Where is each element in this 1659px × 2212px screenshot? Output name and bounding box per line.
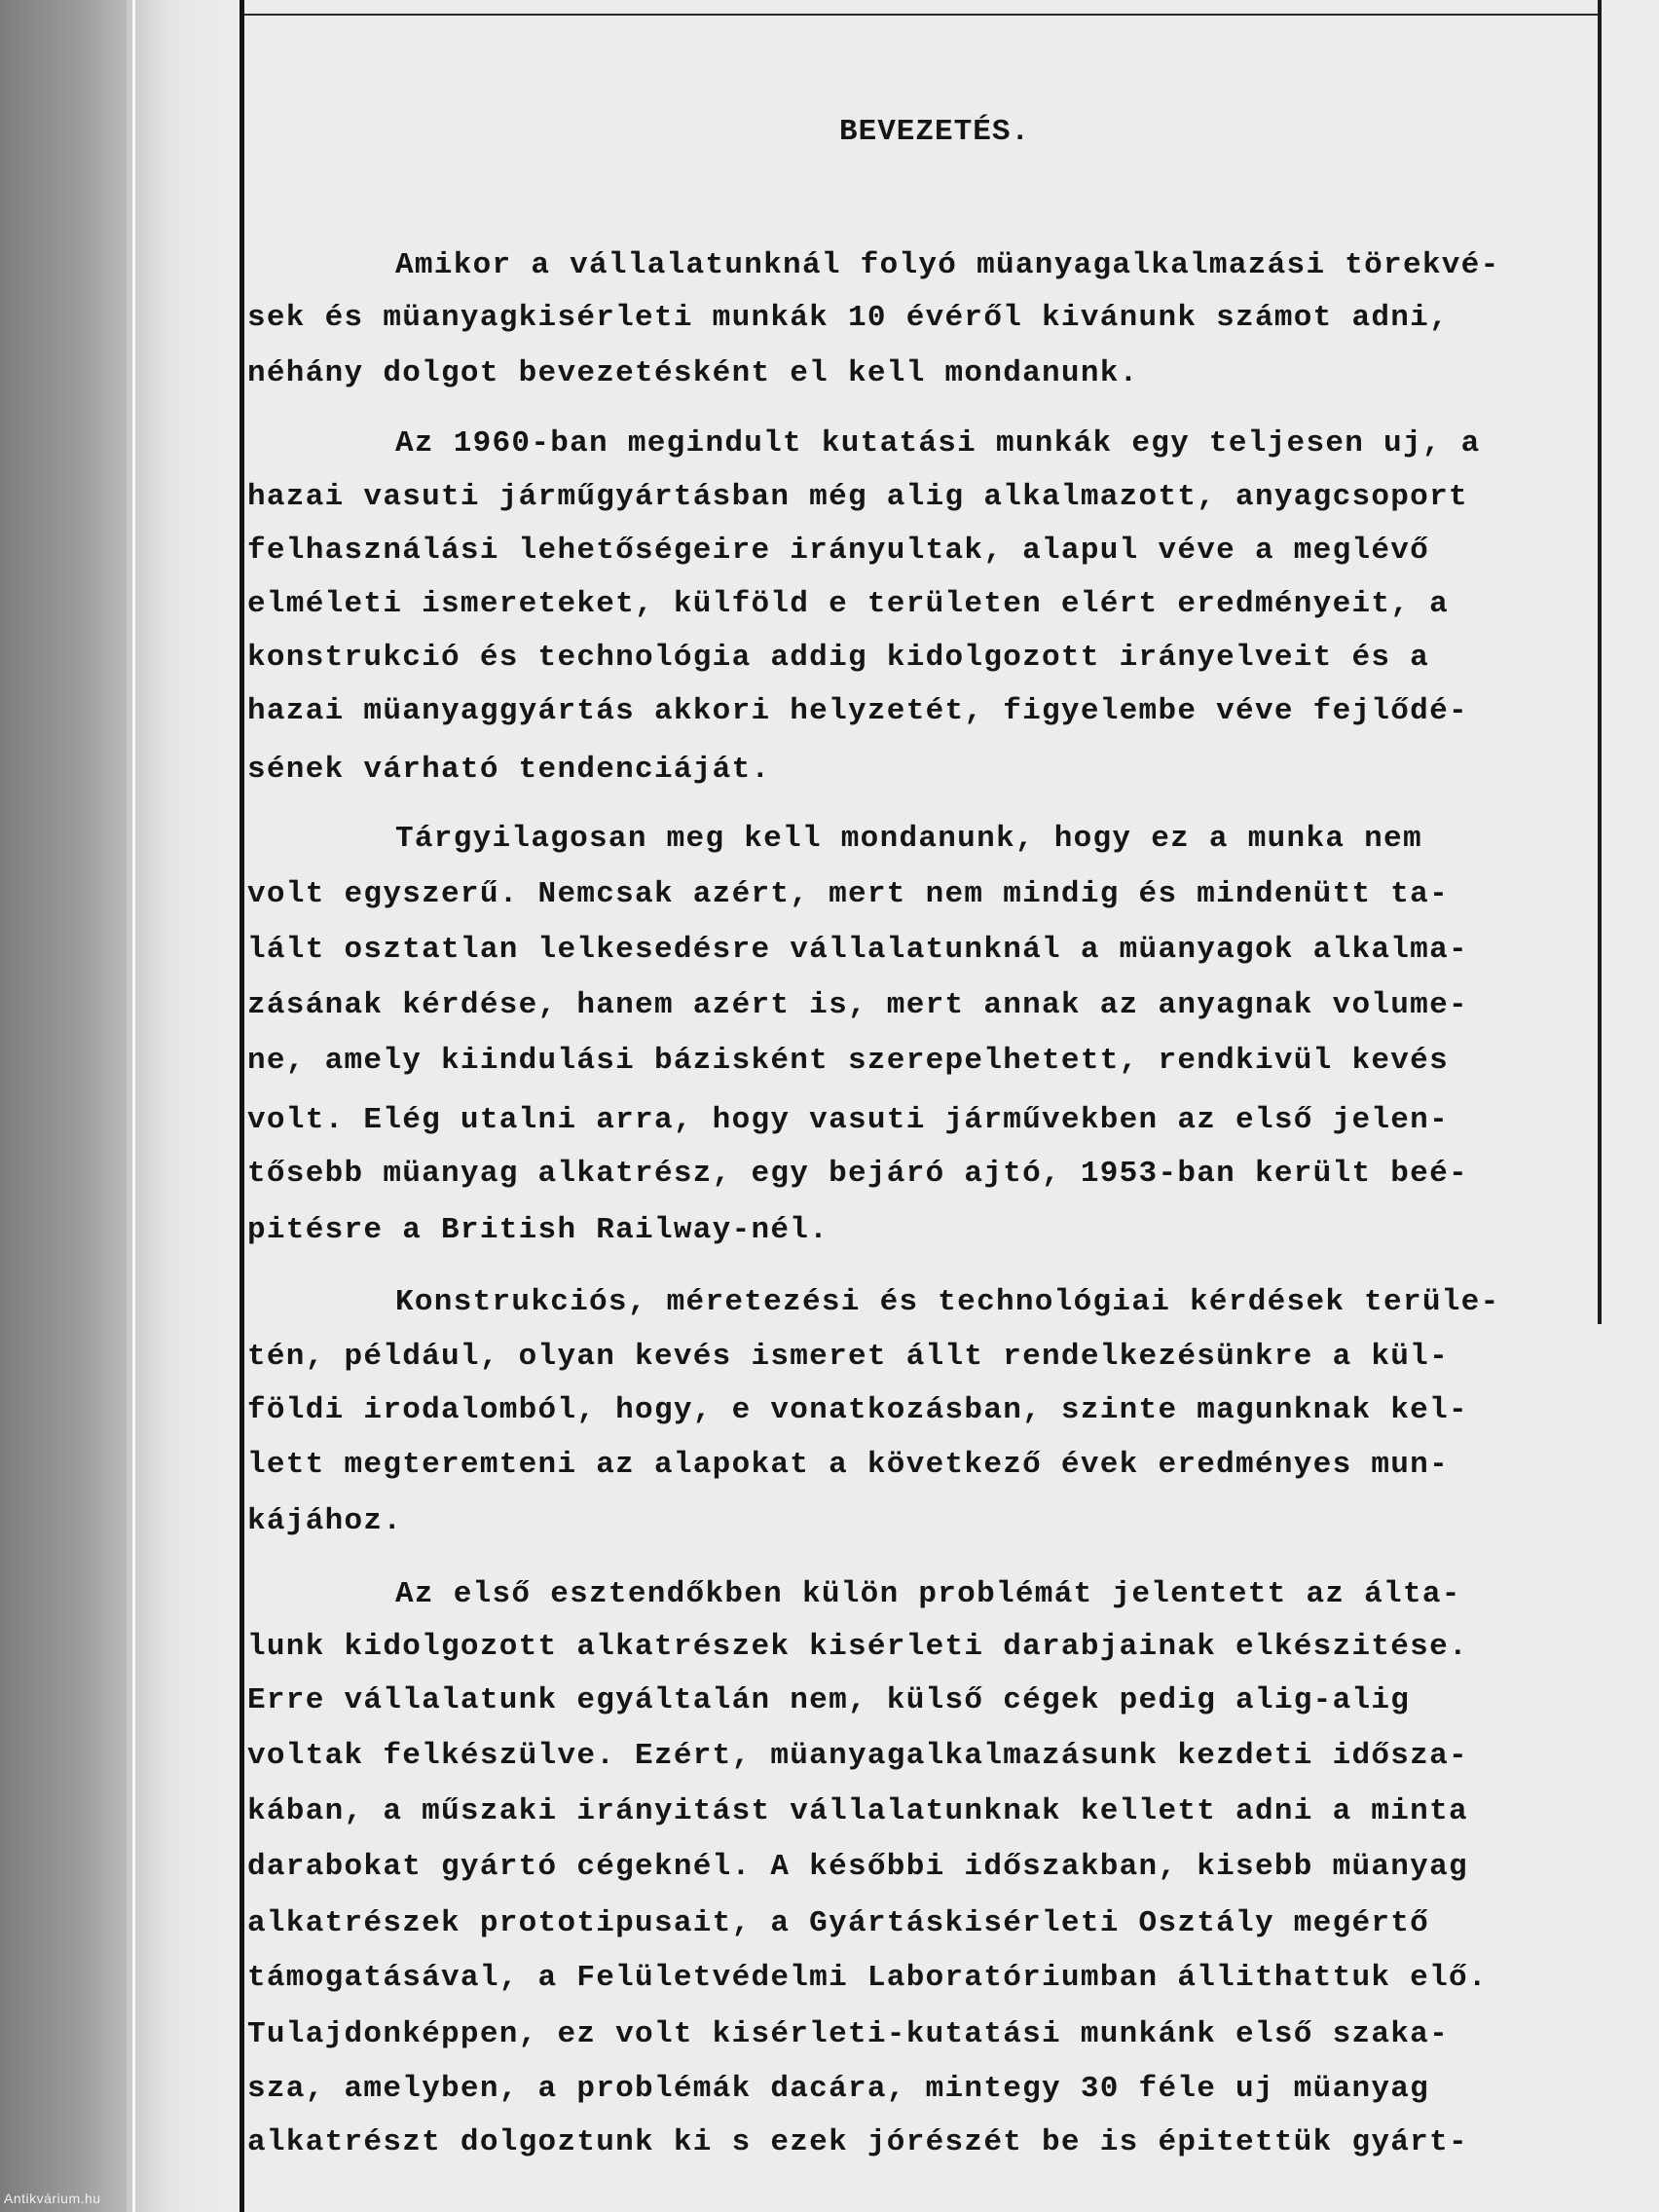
text-line: tősebb müanyag alkatrész, egy bejáró ajtó, 1953-ban került beé- [247,1157,1468,1191]
body-text [247,0,1610,2159]
text-line: ne, amely kiindulási bázisként szerepelhetett, rendkivül kevés [247,1044,1449,1078]
text-line: pitésre a British Railway-nél. [247,1213,830,1247]
text-line: lett megteremteni az alapokat a következő évek eredményes mun- [247,1448,1449,1482]
text-line: elméleti ismereteket, külföld e területen elért eredményeit, a [247,587,1449,621]
text-line: néhány dolgot bevezetésként el kell mondanunk. [247,356,1139,390]
text-line: alkatrészt dolgoztunk ki s ezek jórészét be is épitettük gyárt- [247,2125,1468,2159]
text-line: alkatrészek prototipusait, a Gyártáskisérleti Osztály megértő [247,1906,1430,1940]
text-line: Az első esztendőkben külön problémát jelentett az álta- [395,1577,1461,1611]
site-watermark: Antikvárium.hu [4,2191,101,2206]
text-line: hazai vasuti járműgyártásban még alig alkalmazott, anyagcsoport [247,480,1468,514]
text-line: kájához. [247,1504,403,1538]
text-line: Erre vállalatunk egyáltalán nem, külső cégek pedig alig-alig [247,1683,1411,1717]
text-line: volt. Elég utalni arra, hogy vasuti járművekben az első jelen- [247,1103,1449,1137]
text-line: zásának kérdése, hanem azért is, mert annak az anyagnak volume- [247,988,1468,1022]
text-line: Konstrukciós, méretezési és technológiai kérdések terüle- [395,1285,1500,1319]
text-line: darabokat gyártó cégeknél. A későbbi időszakban, kisebb müanyag [247,1850,1468,1884]
page-stack-edge [127,0,243,2212]
text-line: támogatásával, a Felületvédelmi Laboratóriumban állithattuk elő. [247,1961,1488,1995]
text-line: tén, például, olyan kevés ismeret állt rendelkezésünkre a kül- [247,1340,1449,1374]
text-line: konstrukció és technológia addig kidolgozott irányelveit és a [247,641,1430,675]
text-line: földi irodalomból, hogy, e vonatkozásban, szinte magunknak kel- [247,1393,1468,1427]
text-line: sza, amelyben, a problémák dacára, mintegy 30 féle uj müanyag [247,2072,1430,2106]
text-line: Tárgyilagosan meg kell mondanunk, hogy ez a munka nem [395,822,1422,856]
text-line: hazai müanyaggyártás akkori helyzetét, figyelembe véve fejlődé- [247,694,1468,728]
text-line: sének várható tendenciáját. [247,753,771,787]
text-line: lált osztatlan lelkesedésre vállalatunknál a müanyagok alkalma- [247,933,1468,967]
page-title: BEVEZETÉS. [839,115,1031,149]
text-line: volt egyszerű. Nemcsak azért, mert nem mindig és mindenütt ta- [247,877,1449,911]
text-line: lunk kidolgozott alkatrészek kisérleti darabjainak elkészitése. [247,1630,1468,1664]
text-line: sek és müanyagkisérleti munkák 10 évéről kivánunk számot adni, [247,301,1449,335]
text-line: voltak felkészülve. Ezért, müanyagalkalmazásunk kezdeti idősza- [247,1739,1468,1773]
text-line: kában, a műszaki irányitást vállalatunknak kellett adni a minta [247,1794,1468,1828]
text-line: Amikor a vállalatunknál folyó müanyagalkalmazási törekvé- [395,248,1500,282]
left-border-line [240,0,244,2212]
text-line: Tulajdonképpen, ez volt kisérleti-kutatási munkánk első szaka- [247,2017,1449,2051]
text-line: Az 1960-ban megindult kutatási munkák egy teljesen uj, a [395,426,1481,461]
text-line: felhasználási lehetőségeire irányultak, alapul véve a meglévő [247,534,1430,568]
scan-left-margin [0,0,127,2212]
